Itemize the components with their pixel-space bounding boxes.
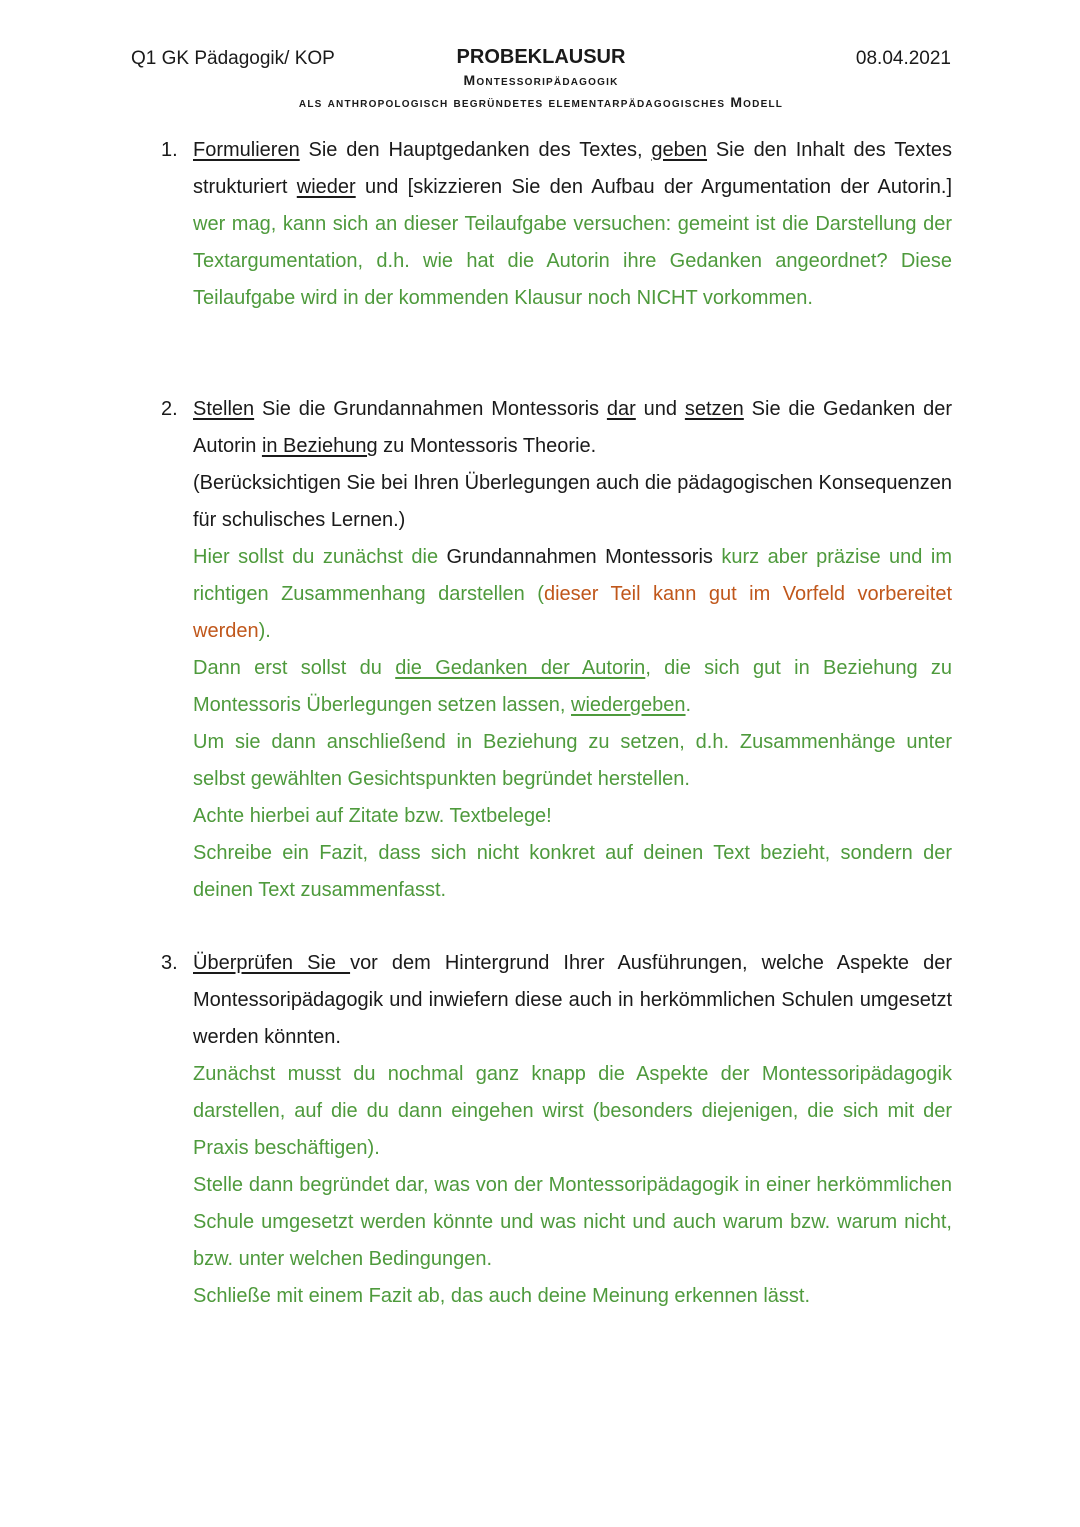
task-3-hint-2: Stelle dann begründet dar, was von der Montessoripädagogik in einer herkömmlichen Schule umgesetzt werden könnte und was nicht und auch warum bzw. warum nicht, bzw. unter welchen Bedingungen. bbox=[193, 1174, 952, 1270]
task-1 bbox=[161, 132, 952, 317]
topic-title: Montessoripädagogik bbox=[463, 72, 619, 88]
task-3-hint-1: Zunächst musst du nochmal ganz knapp die Aspekte der Montessoripädagogik darstellen, auf die du dann eingehen wirst (besonders diejenigen, die sich mit der Praxis beschäftigen). bbox=[193, 1063, 952, 1159]
exam-title: PROBEKLAUSUR bbox=[456, 46, 626, 68]
operator-setzen: setzen bbox=[684, 398, 744, 420]
operator-ueberpruefen: Überprüfen Sie bbox=[193, 952, 351, 974]
task-2-text bbox=[193, 391, 952, 909]
task-2-hint-4: Achte hierbei auf Zitate bzw. Textbelege! bbox=[193, 805, 552, 827]
page-header bbox=[131, 46, 951, 126]
task-2-hint-3: Um sie dann anschließend in Beziehung zu setzen, d.h. Zusammenhänge unter selbst gewählten Gesichtspunkten begründet herstellen. bbox=[193, 731, 952, 790]
task-1-text: Formulieren Sie den Hauptgedanken des Textes, geben Sie den Inhalt des Textes strukturiert wieder und [skizzieren Sie den Aufbau der Argumentation der Autorin.] wer mag, kann sich an dieser Teilaufgabe versuchen: gemeint ist die Darstellung der Textargumentation, d.h. wie hat die Autorin ihre Gedanken angeordnet? Diese Teilaufgabe wird in der kommenden Klausur noch NICHT vorkommen. bbox=[193, 139, 953, 309]
operator-wieder: wieder bbox=[296, 176, 356, 198]
operator-formulieren: Formulieren bbox=[193, 139, 300, 161]
task-2-instruction: Stellen Sie die Grundannahmen Montessoris dar und setzen Sie die Gedanken der Autorin in Beziehung zu Montessoris Theorie. bbox=[193, 398, 952, 457]
task-1-number: 1. bbox=[161, 139, 178, 161]
task-2-note: (Berücksichtigen Sie bei Ihren Überlegungen auch die pädagogischen Konsequenzen für schulisches Lernen.) bbox=[193, 472, 952, 531]
task-3-hint-3: Schließe mit einem Fazit ab, das auch deine Meinung erkennen lässt. bbox=[193, 1285, 811, 1307]
course-label: Q1 GK Pädagogik/ KOP bbox=[131, 48, 335, 69]
operator-geben: geben bbox=[651, 139, 708, 161]
task-3-number: 3. bbox=[161, 952, 178, 974]
task-3-instruction: Überprüfen Sie vor dem Hintergrund Ihrer Ausführungen, welche Aspekte der Montessoripädagogik und inwiefern diese auch in herkömmlichen Schulen umgesetzt werden könnten. bbox=[193, 952, 953, 1048]
task-3 bbox=[161, 945, 952, 1315]
task-2-hint-5: Schreibe ein Fazit, dass sich nicht konkret auf deinen Text bezieht, sondern der deinen Text zusammenfasst. bbox=[193, 842, 952, 901]
task-2-hint-1: Hier sollst du zunächst die Grundannahmen Montessoris kurz aber präzise und im richtigen Zusammenhang darstellen (dieser Teil kann gut im Vorfeld vorbereitet werden). bbox=[193, 546, 952, 642]
task-2 bbox=[161, 391, 952, 909]
operator-dar: dar bbox=[606, 398, 636, 420]
operator-stellen: Stellen bbox=[193, 398, 255, 420]
exam-date: 08.04.2021 bbox=[855, 48, 951, 69]
topic-subtitle: als anthropologisch begründetes elementarpädagogisches Modell bbox=[298, 94, 784, 110]
task-2-hint-2: Dann erst sollst du die Gedanken der Autorin, die sich gut in Beziehung zu Montessoris Überlegungen setzen lassen, wiedergeben. bbox=[193, 657, 953, 716]
task-2-number: 2. bbox=[161, 398, 178, 420]
prep-note: dieser Teil kann gut im Vorfeld vorbereitet werden bbox=[193, 583, 952, 642]
operator-in-beziehung: in Beziehung bbox=[261, 435, 378, 457]
task-1-hint: wer mag, kann sich an dieser Teilaufgabe versuchen: gemeint ist die Darstellung der Textargumentation, d.h. wie hat die Autorin ihre Gedanken angeordnet? Diese Teilaufgabe wird in der kommenden Klausur noch NICHT vorkommen. bbox=[193, 213, 952, 309]
task-3-text bbox=[193, 945, 952, 1315]
